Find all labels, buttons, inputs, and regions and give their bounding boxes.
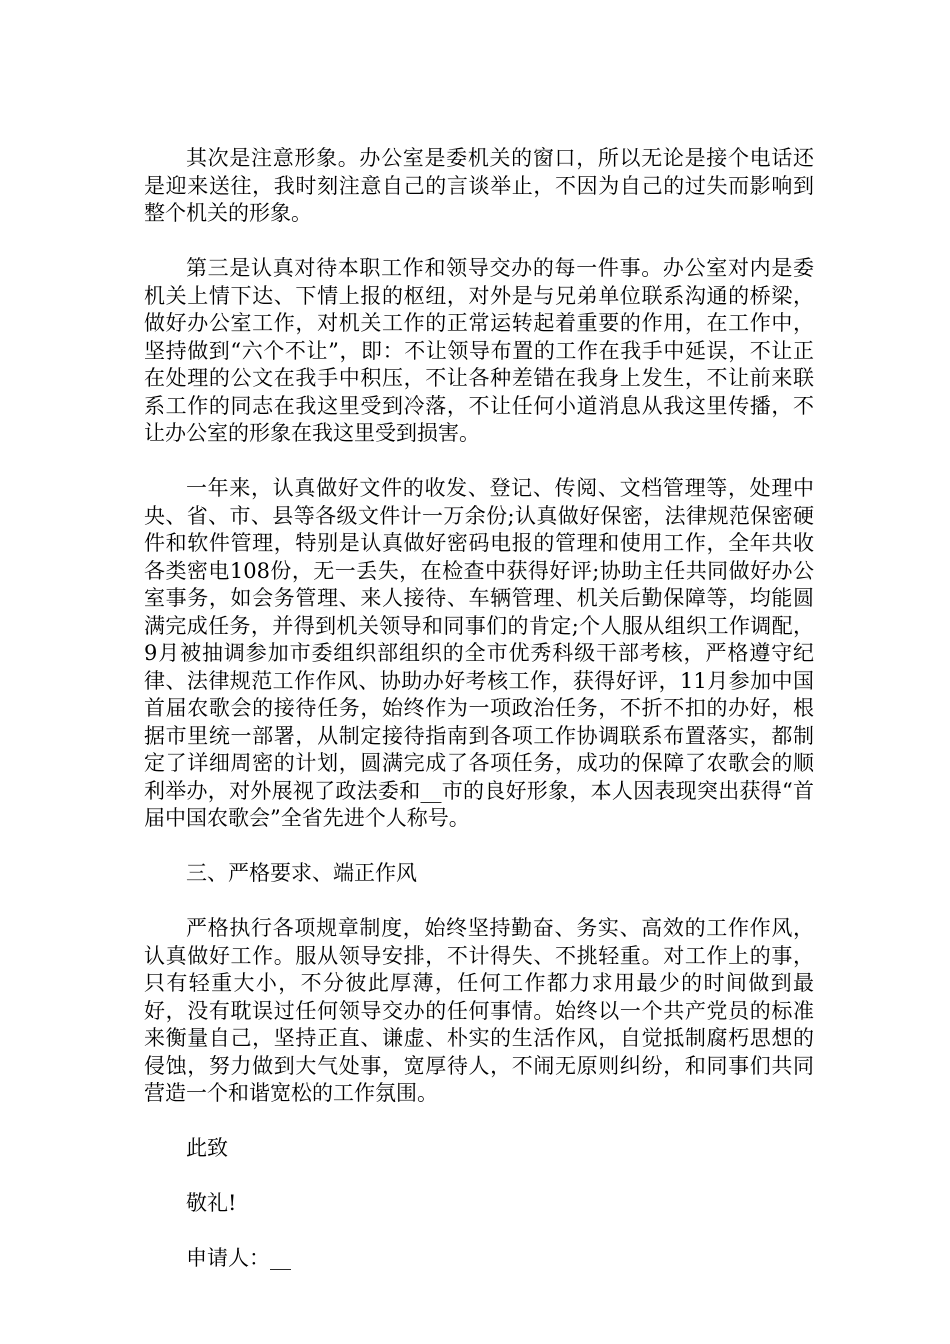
paragraph-duty: 第三是认真对待本职工作和领导交办的每一件事。办公室对内是委机关上情下达、下情上报的枢纽，对外是与兄弟单位联系沟通的桥梁，做好办公室工作，对机关工作的正常运转起着重要的作用，在工作中，坚持做到“六个不让”，即：不让领导布置的工作在我手中延误，不让正在处理的公文在我手中积压，不让各种差错在我身上发生，不让前来联系工作的同志在我这里受到冷落，不让任何小道消息从我这里传播，不让办公室的形象在我这里受到损害。	[144, 256, 814, 445]
document-body	[144, 145, 814, 1300]
closing-respect: 敬礼!	[186, 1191, 237, 1215]
paragraph-year-summary: 一年来，认真做好文件的收发、登记、传阅、文档管理等，处理中央、省、市、县等各级文件计一万余份;认真做好保密，法律规范保密硬件和软件管理，特别是认真做好密码电报的管理和使用工作，全年共收各类密电108份，无一丢失，在检查中获得好评;协助主任共同做好办公室事务，如会务管理、来人接待、车辆管理、机关后勤保障等，均能圆满完成任务，并得到机关领导和同事们的肯定;个人服从组织工作调配，9月被抽调参加市委组织部组织的全市优秀科级干部考核，严格遵守纪律、法律规范工作作风、协助办好考核工作，获得好评，11月参加中国首届农歌会的接待任务，始终作为一项政治任务，不折不扣的办好，根据市里统一部署，从制定接待指南到各项工作协调联系布置落实，都制定了详细周密的计划，圆满完成了各项任务，成功的保障了农歌会的顺利举办，对外展视了政法委和__市的良好形象，本人因表现突出获得“首届中国农歌会”全省先进个人称号。	[144, 476, 814, 830]
paragraph-image: 其次是注意形象。办公室是委机关的窗口，所以无论是接个电话还是迎来送往，我时刻注意自己的言谈举止，不因为自己的过失而影响到整个机关的形象。	[144, 146, 814, 225]
paragraph-work-style: 严格执行各项规章制度，始终坚持勤奋、务实、高效的工作作风，认真做好工作。服从领导安排，不计得失、不挑轻重。对工作上的事，只有轻重大小，不分彼此厚薄，任何工作都力求用最少的时间做到最好，没有耽误过任何领导交办的任何事情。始终以一个共产党员的标准来衡量自己，坚持正直、谦虚、朴实的生活作风，自觉抵制腐朽思想的侵蚀，努力做到大气处事，宽厚待人，不闹无原则纠纷，和同事们共同营造一个和谐宽松的工作氛围。	[144, 916, 814, 1105]
section-heading: 三、严格要求、端正作风	[186, 861, 417, 885]
signature-line: 申请人：__	[186, 1246, 291, 1270]
closing-salutation: 此致	[186, 1136, 228, 1160]
